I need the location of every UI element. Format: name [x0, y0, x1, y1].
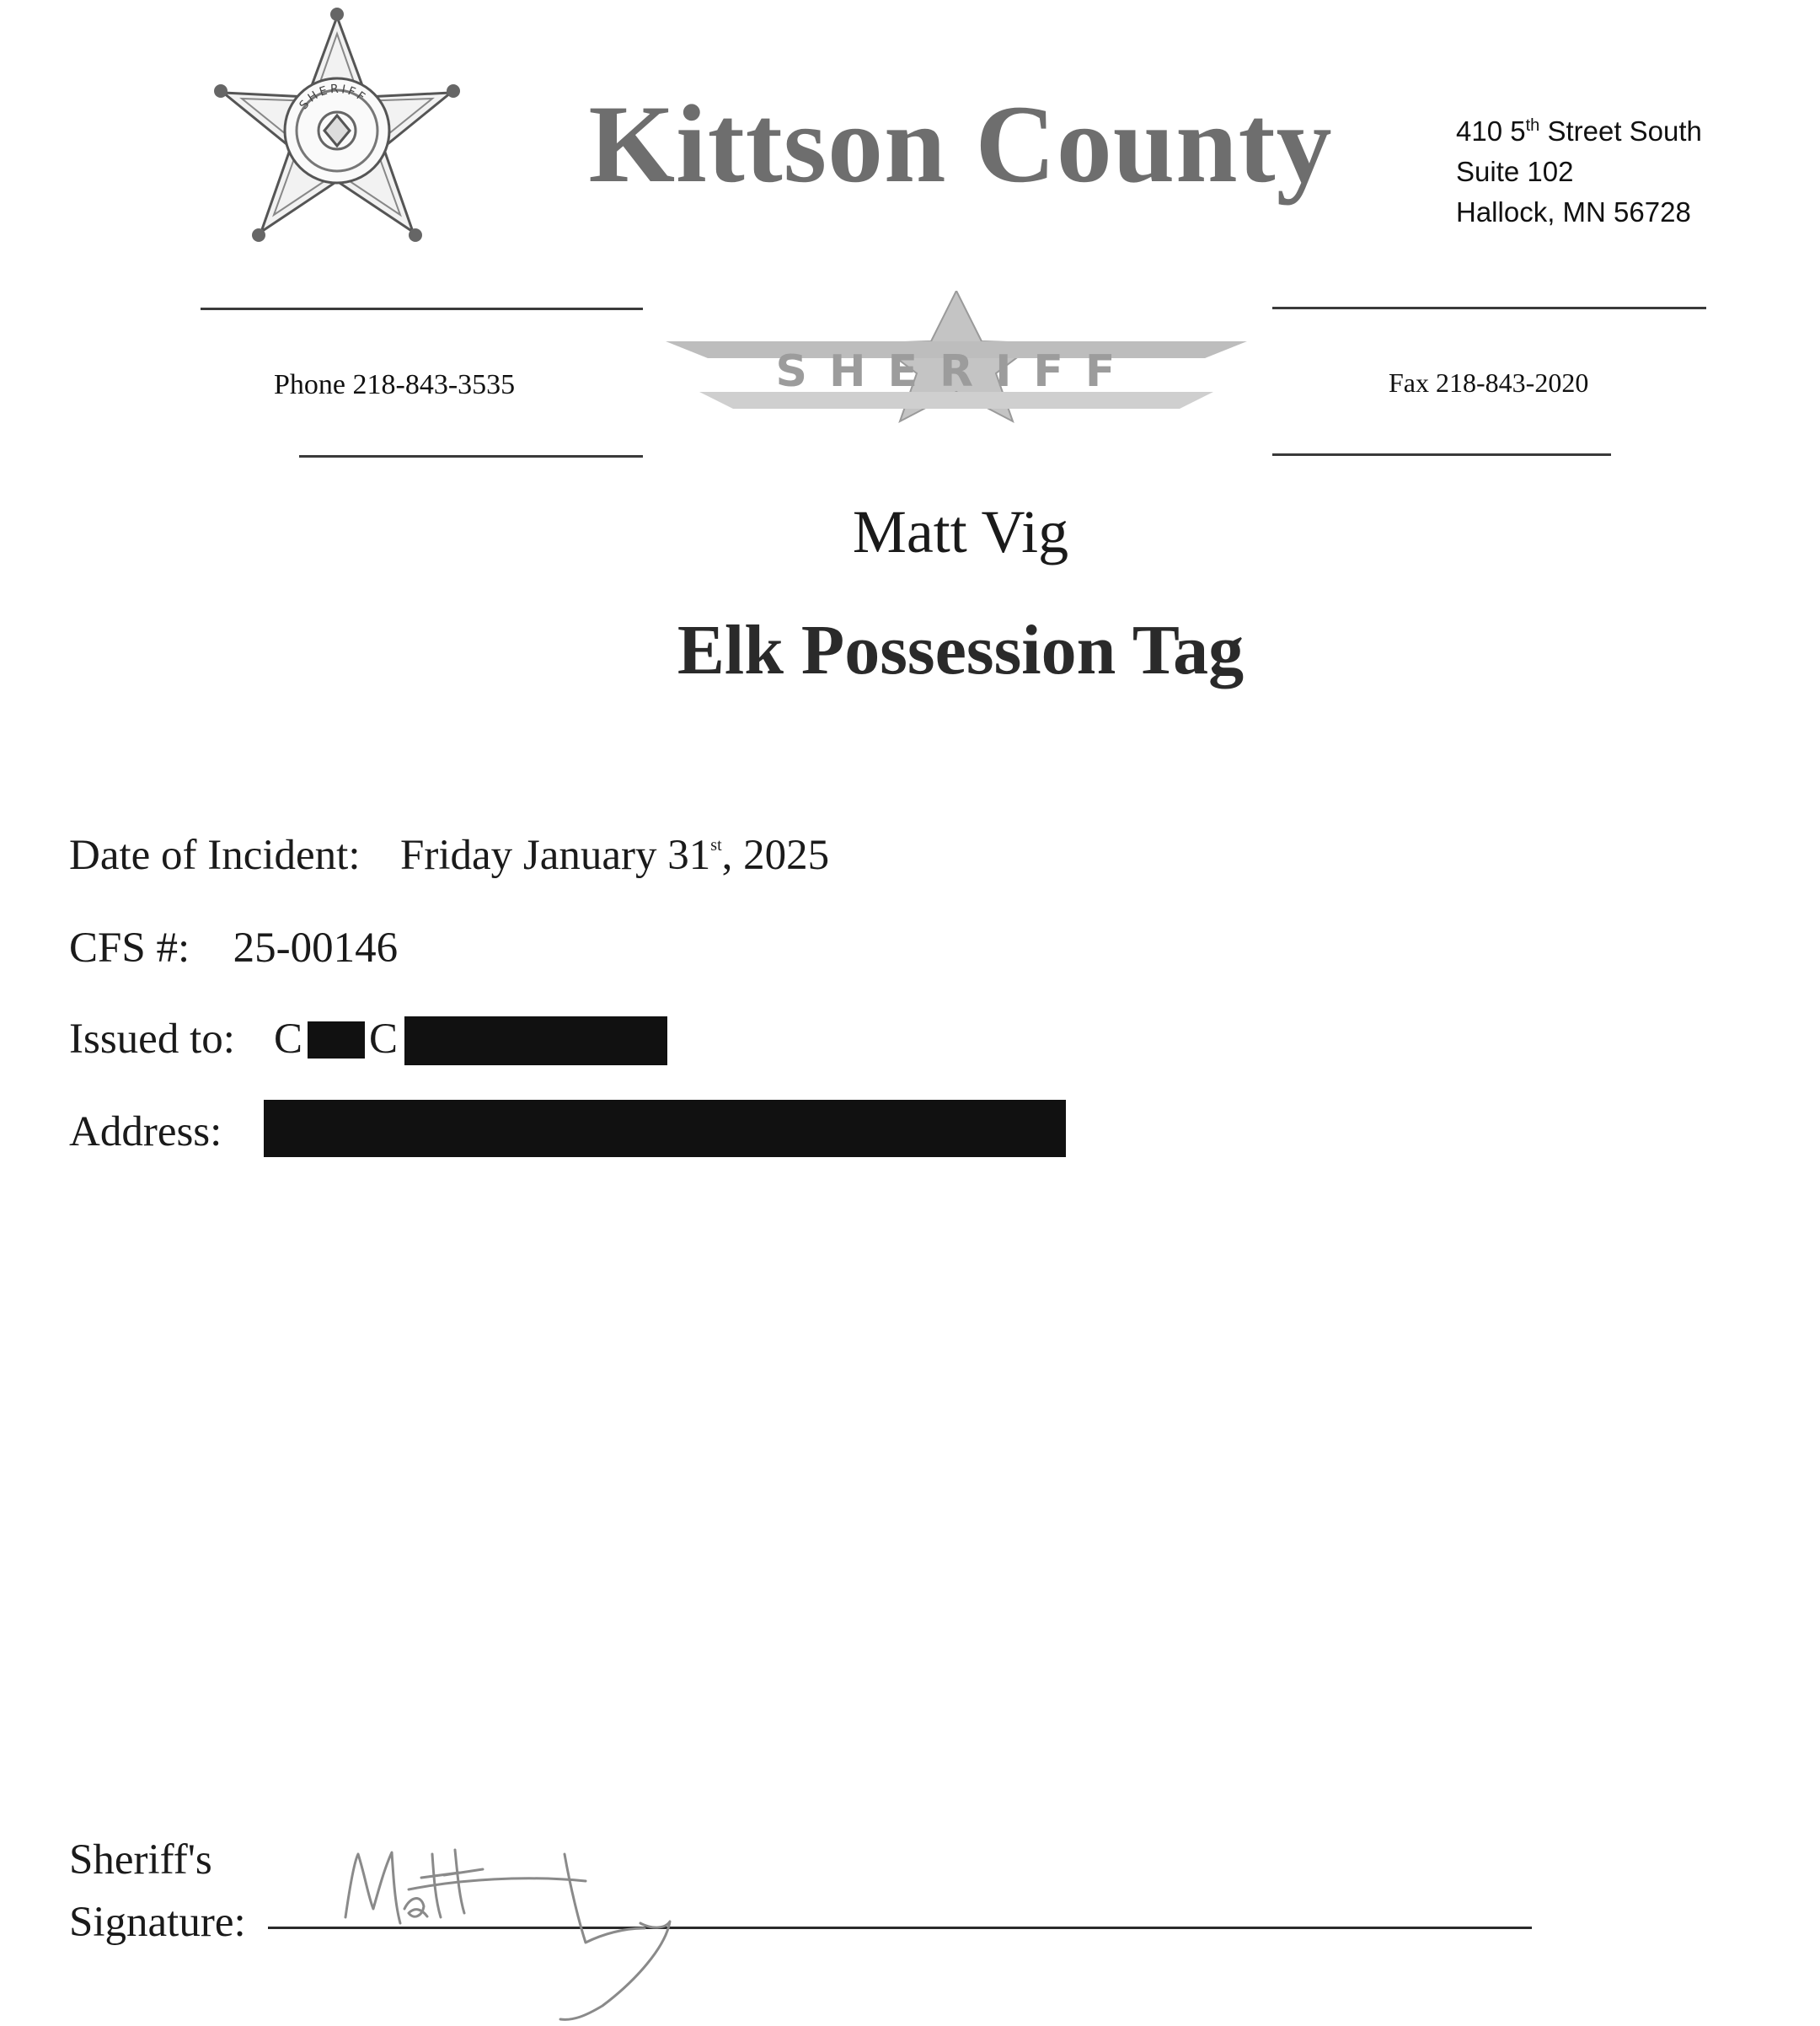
date-of-incident-field	[69, 834, 829, 877]
redaction-bar	[264, 1100, 1066, 1157]
issued-to-label: Issued to:	[69, 1016, 235, 1063]
svg-text:SHERIFF: SHERIFF	[297, 82, 370, 113]
issued-to-initial-2: C	[369, 1016, 399, 1063]
svg-text:SHERIFF: SHERIFF	[775, 346, 1138, 397]
header-rule-bottom-right	[1272, 453, 1611, 456]
address-field	[69, 1108, 222, 1155]
redaction-bar	[404, 1016, 667, 1065]
address-line-2: Suite 102	[1456, 156, 1574, 187]
county-title: Kittson County	[588, 82, 1333, 206]
address-line-1: 410 5th Street South	[1456, 115, 1702, 147]
cfs-number-value: 25-00146	[233, 925, 399, 972]
sheriff-star-badge-icon	[206, 4, 468, 253]
redaction-bar	[308, 1021, 365, 1059]
officer-name: Matt Vig	[852, 498, 1069, 565]
address-block	[1456, 111, 1793, 233]
cfs-number-field	[69, 927, 398, 970]
issued-to-field	[69, 1018, 235, 1061]
handwritten-signature	[333, 1829, 729, 2026]
header-rule-top-left	[201, 308, 643, 310]
document-title: Elk Possession Tag	[677, 611, 1245, 689]
date-of-incident-label: Date of Incident:	[69, 832, 361, 879]
header-rule-bottom-left	[299, 455, 643, 458]
address-line-3: Hallock, MN 56728	[1456, 196, 1691, 228]
sheriff-signature-label: Sheriff's Signature:	[69, 1836, 246, 1946]
fax-number: Fax 218-843-2020	[1389, 367, 1589, 398]
sheriff-banner-logo	[666, 291, 1247, 426]
date-of-incident-value: Friday January 31st, 2025	[400, 832, 830, 879]
header-rule-top-right	[1272, 307, 1706, 309]
address-label: Address:	[69, 1108, 222, 1155]
issued-to-initial-1: C	[274, 1016, 303, 1063]
cfs-number-label: CFS #:	[69, 925, 190, 972]
phone-number: Phone 218-843-3535	[274, 369, 516, 400]
